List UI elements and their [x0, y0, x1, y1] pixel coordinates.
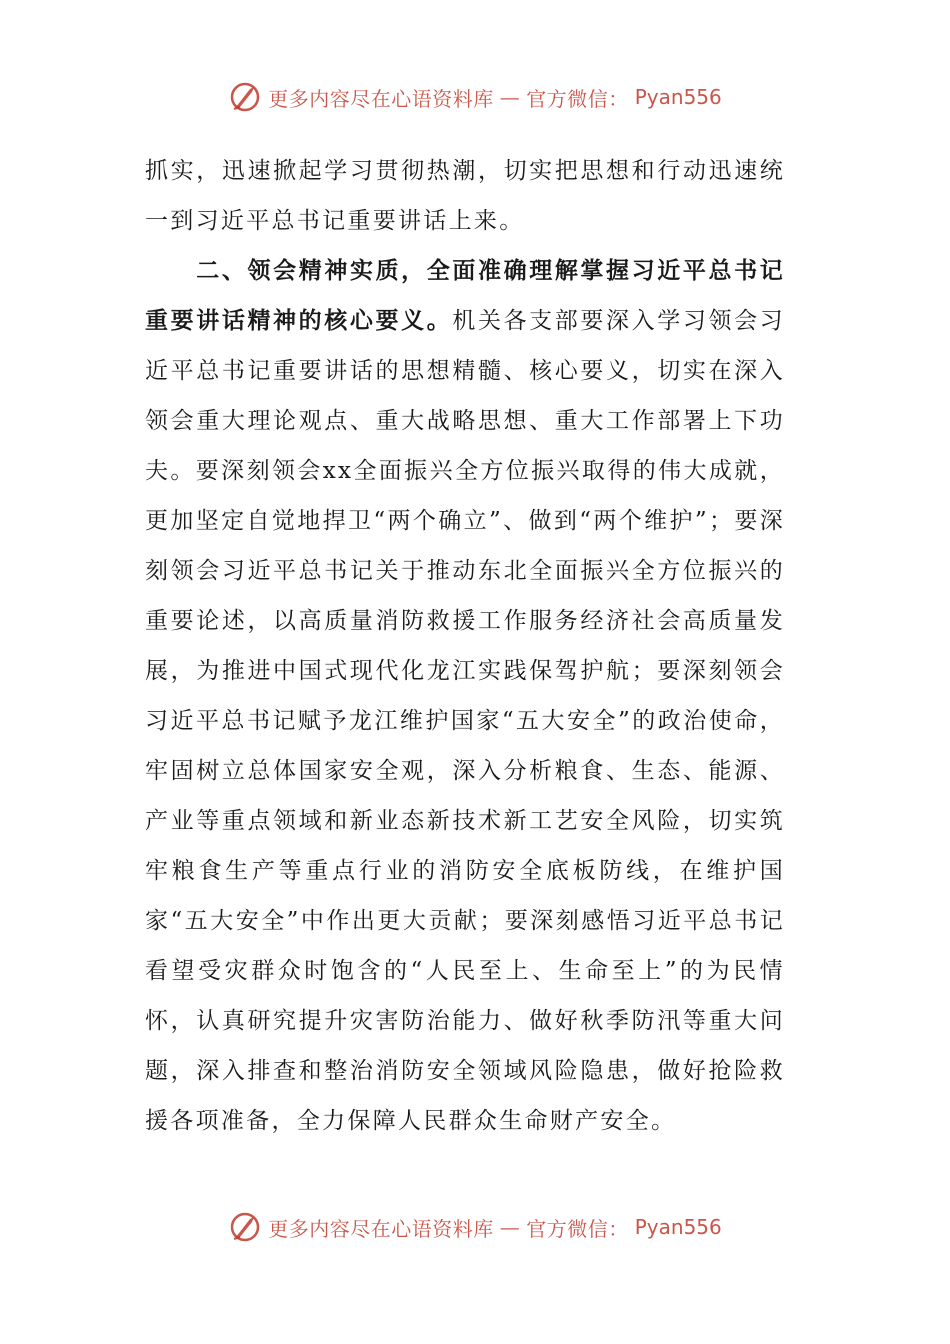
watermark-contact-label: 官方微信： — [526, 86, 629, 111]
watermark-contact-id: Pyan556 — [634, 1215, 722, 1239]
document-body — [145, 146, 785, 1146]
quill-pen-logo-icon — [228, 1210, 262, 1244]
watermark-separator: — — [499, 85, 521, 109]
watermark-brand: 更多内容尽在心语资料库 — [268, 1216, 494, 1241]
watermark-contact-label: 官方微信： — [526, 1216, 629, 1241]
section-body: 机关各支部要深入学习领会习近平总书记重要讲话的思想精髓、核心要义，切实在深入领会重大理论观点、重大战略思想、重大工作部署上下功夫。要深刻领会xx全面振兴全方位振兴取得的伟大成就，更加坚定自觉地捍卫“两个确立”、做到“两个维护”；要深刻领会习近平总书记关于推动东北全面振兴全方位振兴的重要论述，以高质量消防救援工作服务经济社会高质量发展，为推进中国式现代化龙江实践保驾护航；要深刻领会习近平总书记赋予龙江维护国家“五大安全”的政治使命，牢固树立总体国家安全观，深入分析粮食、生态、能源、产业等重点领域和新业态新技术新工艺安全风险，切实筑牢粮食生产等重点行业的消防安全底板防线，在维护国家“五大安全”中作出更大贡献；要深刻感悟习近平总书记看望受灾群众时饱含的“人民至上、生命至上”的为民情怀，认真研究提升灾害防治能力、做好秋季防汛等重大问题，深入排查和整治消防安全领域风险隐患，做好抢险救援各项准备，全力保障人民群众生命财产安全。 — [145, 308, 785, 1134]
quill-pen-logo-icon — [228, 80, 262, 114]
watermark-banner-top — [0, 80, 950, 114]
watermark-brand: 更多内容尽在心语资料库 — [268, 86, 494, 111]
paragraph-continuation: 抓实，迅速掀起学习贯彻热潮，切实把思想和行动迅速统一到习近平总书记重要讲话上来。 — [145, 158, 785, 234]
watermark-separator: — — [499, 1215, 521, 1239]
watermark-banner-bottom — [0, 1210, 950, 1244]
watermark-contact-id: Pyan556 — [634, 85, 722, 109]
section-heading: 二、领会精神实质，全面准确理解掌握习近平总书记重要讲话精神的核心要义。 — [145, 258, 785, 334]
paragraph-section-two — [145, 246, 785, 1146]
